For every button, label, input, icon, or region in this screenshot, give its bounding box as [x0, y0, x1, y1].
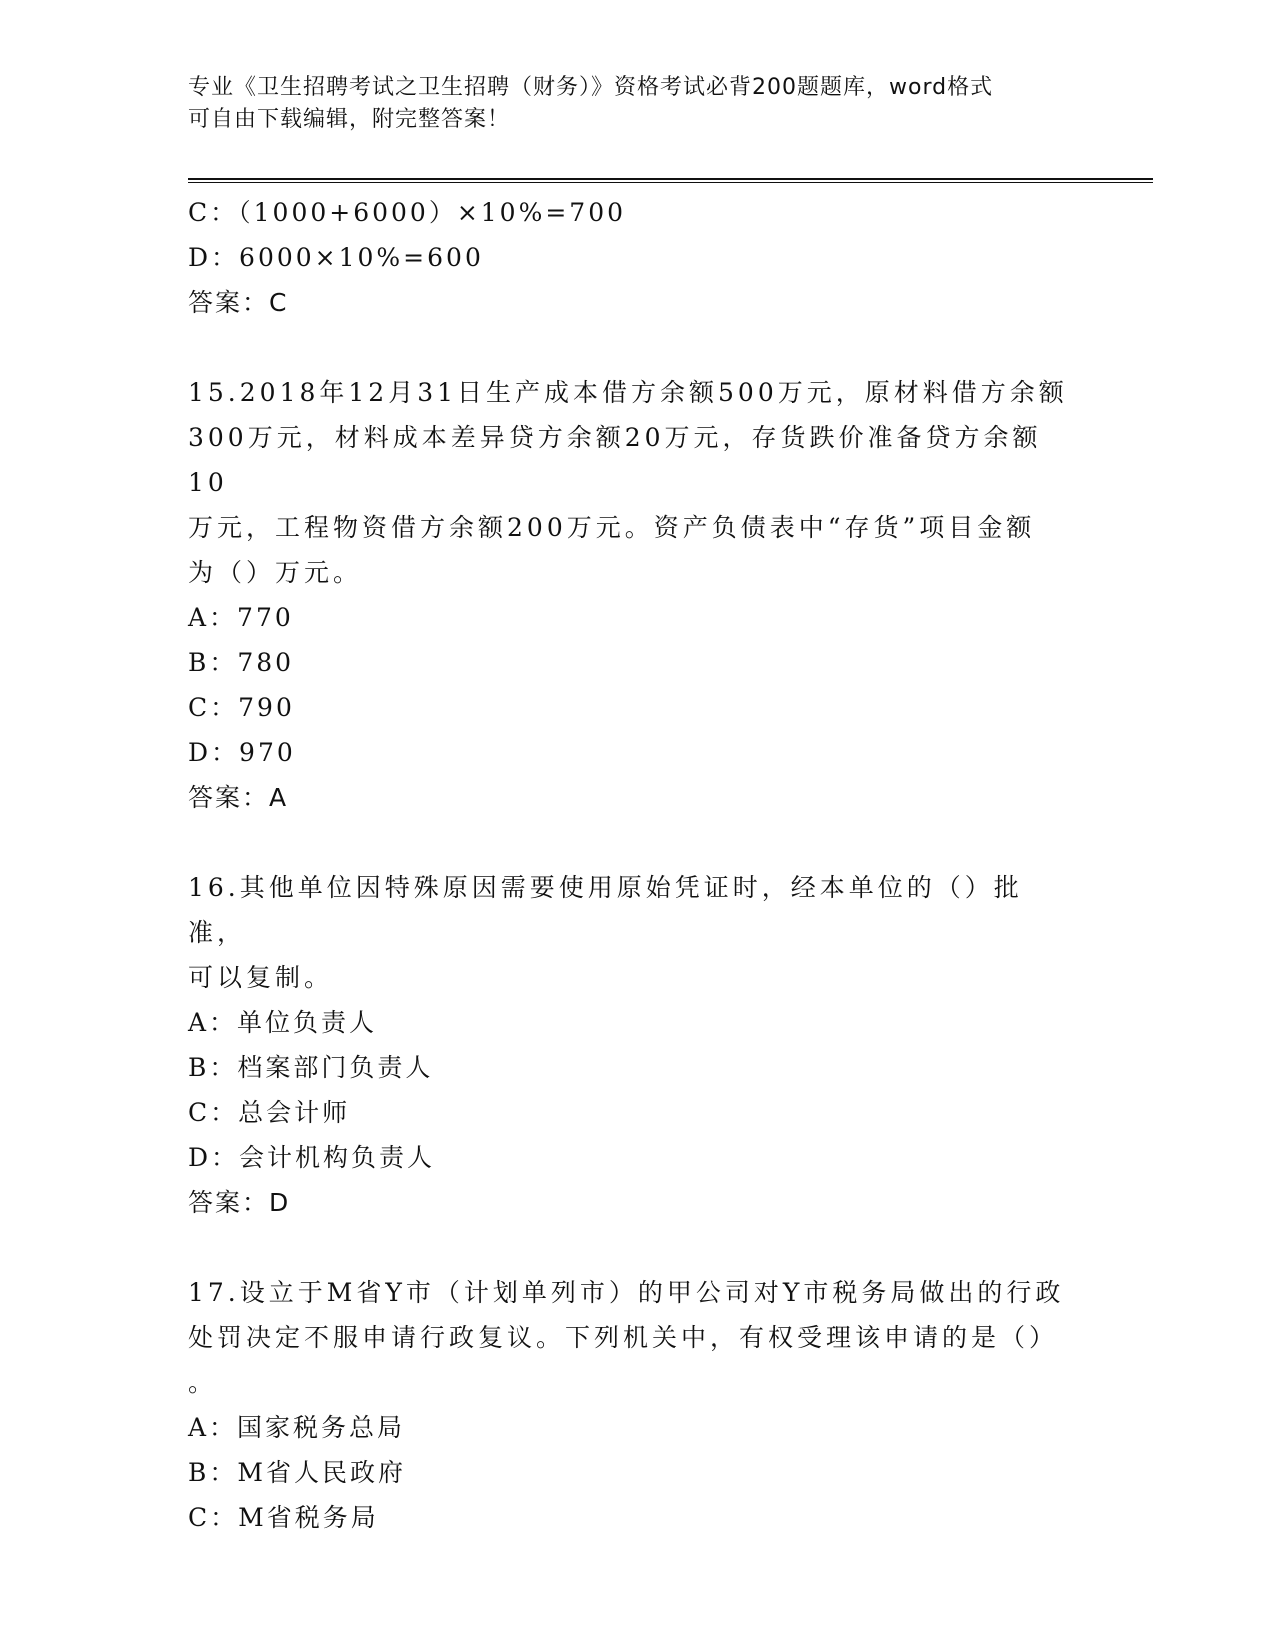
option-c: C：790	[188, 693, 295, 722]
question-17	[188, 1270, 1088, 1540]
prev-question-block	[188, 190, 1088, 325]
option-d: D：6000×10%=600	[188, 243, 484, 272]
option-b: B：档案部门负责人	[188, 1053, 434, 1082]
header-divider-thin	[188, 182, 1153, 183]
question-stem-line: 万元，工程物资借方余额200万元。资产负债表中“存货”项目金额	[188, 513, 1036, 542]
option-c: C：M省税务局	[188, 1503, 379, 1532]
answer-line: 答案：D	[188, 1188, 291, 1217]
question-stem-line: 16.其他单位因特殊原因需要使用原始凭证时，经本单位的（）批准，	[188, 873, 1023, 947]
question-stem-line: 。	[188, 1368, 218, 1397]
option-b: B：780	[188, 648, 295, 677]
question-stem-line: 处罚决定不服申请行政复议。下列机关中，有权受理该申请的是（）	[188, 1323, 1059, 1352]
option-c: C：（1000+6000）×10%=700	[188, 198, 627, 227]
header-divider-thick	[188, 178, 1153, 180]
question-15	[188, 370, 1088, 820]
question-stem-line: 15.2018年12月31日生产成本借方余额500万元，原材料借方余额	[188, 378, 1068, 407]
question-stem-line: 为（）万元。	[188, 558, 363, 587]
answer-line: 答案：A	[188, 783, 289, 812]
question-stem	[188, 370, 1068, 595]
question-stem-line: 可以复制。	[188, 963, 334, 992]
question-stem	[188, 1270, 1068, 1405]
header-line-2: 可自由下载编辑，附完整答案！	[188, 107, 511, 132]
option-b: B：M省人民政府	[188, 1458, 406, 1487]
question-stem-line: 17.设立于M省Y市（计划单列市）的甲公司对Y市税务局做出的行政	[188, 1278, 1065, 1307]
option-a: A：国家税务总局	[188, 1413, 406, 1442]
option-a: A：770	[188, 603, 294, 632]
option-c: C：总会计师	[188, 1098, 351, 1127]
option-d: D：970	[188, 738, 296, 767]
question-16	[188, 865, 1088, 1225]
question-stem	[188, 865, 1068, 1000]
answer-line: 答案：C	[188, 288, 289, 317]
option-a: A：单位负责人	[188, 1008, 378, 1037]
question-stem-line: 300万元，材料成本差异贷方余额20万元，存货跌价准备贷方余额10	[188, 423, 1042, 497]
document-body	[188, 190, 1088, 1540]
option-d: D：会计机构负责人	[188, 1143, 436, 1172]
header-line-1: 专业《卫生招聘考试之卫生招聘（财务）》资格考试必背200题题库，word格式	[188, 75, 994, 100]
document-header	[188, 72, 1088, 136]
